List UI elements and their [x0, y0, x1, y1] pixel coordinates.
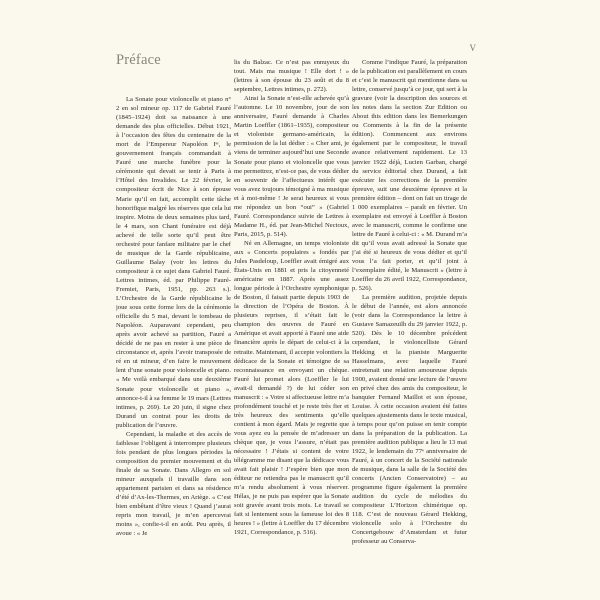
- paragraph: Ainsi la Sonate n’est-elle achevée qu’à l’automne. Le 10 novembre, jour de son anniversaire, Fauré demande à Charles Martin Loeffler (1861–1935), compositeur et violoniste germano-américain, la permission de la lui dédier : « Cher ami, je viens de terminer aujourd’hui une Seconde Sonate pour piano et violoncelle que vous me permettrez, n’est-ce pas, de vous dédier en souvenir de l’affectueux intérêt que vous avez toujours témoigné à ma musique et à moi-même ! Je serai heureux si vous me répondez un bon “oui” » (Gabriel Fauré. Correspondance suivie de Lettres à Madame H., éd. par Jean-Michel Nectoux, Paris, 2015, p. 514).: [234, 95, 349, 238]
- text-column-3: [352, 58, 467, 590]
- paragraph: lis du Balzac. Ce n’est pas ennuyeux du tout. Mais ma musique ! Elle dort ! » (lettres à son épouse du 23 août et du 8 septembre, Lettres intimes, p. 272).: [234, 59, 349, 94]
- text-column-2: [234, 58, 349, 590]
- paragraph: Né en Allemagne, un temps violoniste aux « Concerts populaires » fondés par Jules Pasdeloup, Loeffler avait émigré aux États-Unis en 1881 et pris la citoyenneté américaine en 1887. Après une assez longue période à l’Orchestre symphonique de Boston, il faisait partie depuis 1903 de la direction de l’Opéra de Boston. À plusieurs reprises, il s’était fait le champion des œuvres de Fauré en Amérique et avait apporté à Fauré une aide financière après le départ de celui-ci à la retraite. Maintenant, il accepte volontiers la dédicace de la Sonate et témoigne de sa reconnaissance en envoyant un chèque. Fauré lui promet alors (Loeffler le lui avait-il demandé ?) de lui céder son manuscrit : « Votre si affectueuse lettre m’a profondément touché et je reste très fier et très heureux des sentiments qu’elle contient à mon égard. Mais je regrette que vous ayez eu la pensée de m’adresser un chèque que, je vous l’assure, n’était pas nécessaire ! J’étais si content de votre télégramme me disant que la dédicace vous avait fait plaisir ! J’espère bien que mon éditeur ne retiendra pas le manuscrit qu’il m’a rendu absolument à vous réserver. Hélas, je ne puis pas espérer que la Sonate soit gravée avant trois mois. Le travail se fait si lentement sous la fameuse loi des 8 heures ! » (lettre à Loeffler du 17 décembre 1921, Correspondance, p. 516).: [234, 239, 349, 537]
- page-title: Préface: [116, 52, 161, 68]
- page-number: V: [469, 43, 476, 53]
- paragraph: La Sonate pour violoncelle et piano n° 2 en sol mineur op. 117 de Gabriel Fauré (1845–1924) doit sa naissance à une demande des plus officielles. Début 1921, à l’occasion des fêtes du centenaire de la mort de l’Empereur Napoléon Iᵉʳ, le gouvernement français commandait à Fauré une marche funèbre pour la cérémonie qui devait se tenir à Paris à l’Hôtel des Invalides. Le 22 février, le compositeur écrit de Nice à son épouse Marie qu’il en fait, accomplit cette tâche honorifique malgré les réserves que cela lui inspire. Moins de deux semaines plus tard, le 4 mars, son Chant funéraire est déjà achevé de telle sorte qu’il peut être orchestré pour fanfare militaire par le chef de musique de la Garde républicaine, Guillaume Balay (voir les lettres du compositeur à ce sujet dans Gabriel Fauré. Lettres intimes, éd. par Philippe Fauré-Fremiet, Paris, 1951, pp. 263 s.). L’Orchestre de la Garde républicaine le joue sous cette forme lors de la cérémonie officielle du 5 mai, devant le tombeau de Napoléon. Auparavant cependant, peu après avoir achevé sa partition, Fauré a décidé de ne pas en rester à une pièce de circonstance et, après l’avoir transposée de ré en ut mineur, d’en faire le mouvement lent d’une sonate pour violoncelle et piano. « Me voilà embarqué dans une deuxième Sonate pour violoncelle et piano », annonce-t-il à sa femme le 19 mars (Lettres intimes, p. 269). Le 20 juin, il signe chez Durand un contrat pour les droits de publication de l’œuvre.: [116, 96, 231, 429]
- text-column-1: [116, 95, 231, 590]
- paragraph: Comme l’indique Fauré, la préparation de la publication est parallèlement en cours et c’est le manuscrit qui mentionne dans sa lettre, conservé jusqu’à ce jour, qui sert à la gravure (voir la description des sources et les notes dans la section Zur Edition ou About this edition dans les Bemerkungen ou Comments à la fin de la présente édition). Commencent aux environs également par le compositeur, le travail avance relativement rapidement. Le 13 janvier 1922 déjà, Lucien Garban, chargé du service éditorial chez Durand, a fait exécuter les corrections de la première épreuve, suit une deuxième épreuve et la première édition – dont on fait un tirage de 1 000 exemplaires – paraît en février. Un exemplaire est envoyé à Loeffler à Boston avec le manuscrit, comme le confirme une lettre de Fauré à celui-ci : « M. Durand m’a dit qu’il vous avait adressé la Sonate que j’ai été si heureux de vous dédier et qu’il vous l’a fait porter, et qu’il joint à l’exemplaire édité, le Manuscrit » (lettre à Loeffler du 26 avril 1922, Correspondance, p. 526).: [352, 59, 467, 293]
- paragraph: Cependant, la maladie et des accès de faiblesse l’obligent à interrompre plusieurs fois pendant de plus longues périodes la composition du premier mouvement et du finale de sa Sonate. Dans Allegro en sol mineur auxquels il travaille dans son appartement parisien et dans sa résidence d’été d’Ax-les-Thermes, en Ariège. « C’est bien embêtant d’être vieux ! Quand j’aurai repris mon travail, je m’en apercevrai moins », confie-t-il en août. Peu après, il avoue : « Je: [116, 430, 231, 538]
- paragraph: La première audition, projetée depuis le début de l’année, est alors annoncée (voir dans la Correspondance la lettre à Gustave Samazeuilh du 29 janvier 1922, p. 520). Dès le 10 décembre précédent cependant, le violoncelliste Gérard Hekking et la pianiste Marguerite Hasselmans, avec laquelle Fauré entretenait une relation amoureuse depuis 1900, avaient donné une lecture de l’œuvre en privé chez des amis du compositeur, le banquier Fernand Maillot et son épouse, Louise. À cette occasion avaient été faites quelques ajustements dans le texte musical, à temps pour qu’on puisse en tenir compte dans la préparation de la publication. La première audition publique a lieu le 13 mai 1922, le lendemain du 77ᵉ anniversaire de Fauré, à un concert de la Société nationale de musique, dans la salle de la Société des concerts (Ancien Conservatoire) – au programme figure également la première audition du cycle de mélodies du compositeur L’Horizon chimérique op. 118. C’est de nouveau Gérard Hekking, violoncelle solo à l’Orchestre du Concertgebouw d’Amsterdam et futur professeur au Conserva-: [352, 294, 467, 546]
